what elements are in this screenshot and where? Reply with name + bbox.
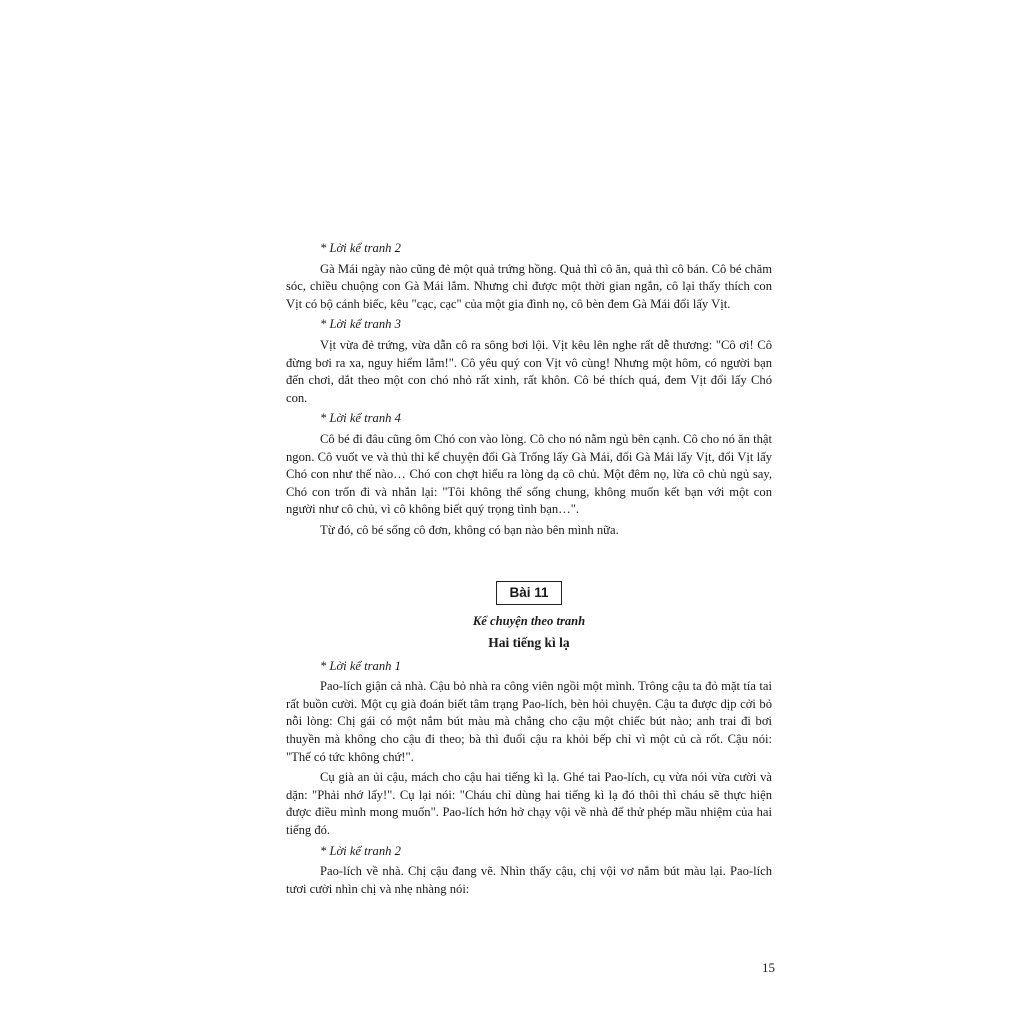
paragraph: Từ đó, cô bé sống cô đơn, không có bạn nào bên mình nữa. bbox=[320, 522, 619, 537]
picture-caption-1: * Lời kể tranh 1 bbox=[320, 658, 401, 673]
paragraph: Cô bé đi đâu cũng ôm Chó con vào lòng. Cô cho nó nằm ngủ bên cạnh. Cô cho nó ăn thật ngon. Cô vuốt ve và thủ thỉ kể chuyện đổi Gà Trống lấy Gà Mái, đổi Gà Mái lấy Vịt, đổi Vịt lấy Chó con như thế nào… Chó con chợt hiểu ra lòng dạ cô chủ. Một đêm nọ, lừa cô chủ ngủ say, Chó con trốn đi và nhắn lại: "Tôi không thể sống chung, không muốn kết bạn với một con người như cô chủ, vì cô không biết quý trọng tình bạn…". bbox=[286, 431, 772, 517]
picture-caption-2b: * Lời kể tranh 2 bbox=[320, 843, 401, 858]
paragraph: Pao-lích về nhà. Chị cậu đang vẽ. Nhìn thấy cậu, chị vội vơ nắm bút màu lại. Pao-lích tươi cười nhìn chị và nhẹ nhàng nói: bbox=[286, 864, 772, 896]
lesson-heading bbox=[286, 581, 772, 605]
lesson-label-box: Bài 11 bbox=[496, 581, 561, 605]
spacer bbox=[286, 543, 772, 581]
page-number: 15 bbox=[762, 960, 775, 975]
paragraph: Cụ già an ủi cậu, mách cho cậu hai tiếng kì lạ. Ghé tai Pao-lích, cụ vừa nói vừa cười và dặn: "Phải nhớ lấy!". Cụ lại nói: "Cháu chỉ dùng hai tiếng kì lạ đó thôi thì cháu sẽ thực hiện được điều mình mong muốn". Pao-lích hớn hở chạy vội về nhà để thử phép mầu nhiệm của hai tiếng đó. bbox=[286, 770, 772, 838]
story-title: Hai tiếng kì lạ bbox=[488, 635, 570, 651]
picture-caption-2: * Lời kể tranh 2 bbox=[320, 241, 401, 255]
text-column bbox=[286, 240, 772, 901]
paragraph: Gà Mái ngày nào cũng đẻ một quả trứng hồng. Quả thì cô ăn, quả thì cô bán. Cô bé chăm sóc, chiều chuộng con Gà Mái lắm. Nhưng chỉ được một thời gian ngắn, cô lại thấy thích con Vịt có bộ cánh biếc, kêu "cạc, cạc" của một gia đình nọ, cô bèn đem Gà Mái đổi lấy Vịt. bbox=[286, 261, 772, 311]
paragraph: Pao-lích giận cả nhà. Cậu bỏ nhà ra công viên ngồi một mình. Trông cậu ta đỏ mặt tía tai rất buồn cười. Một cụ già đoán biết tâm trạng Pao-lích, bèn hỏi chuyện. Cậu ta được dịp cởi bỏ nỗi lòng: Chị gái có một nắm bút màu mà chẳng cho cậu một chiếc bút nào; anh trai đi bơi thuyền mà không cho cậu đi theo; bà thì đuổi cậu ra khỏi bếp chỉ vì một củ cà rốt. Cậu nói: "Thế có tức không chứ!". bbox=[286, 679, 772, 764]
picture-caption-3: * Lời kể tranh 3 bbox=[320, 317, 401, 332]
paragraph: Vịt vừa đẻ trứng, vừa dẫn cô ra sông bơi lội. Vịt kêu lên nghe rất dễ thương: "Cô ơi! Cô đừng bơi ra xa, nguy hiểm lắm!". Cô yêu quý con Vịt vô cùng! Nhưng một hôm, có người bạn đến chơi, dắt theo một con chó nhỏ rất xinh, rất khôn. Cô bé thích quá, đem Vịt đổi lấy Chó con. bbox=[286, 337, 772, 405]
picture-caption-4: * Lời kể tranh 4 bbox=[320, 411, 401, 426]
lesson-subtitle: Kể chuyện theo tranh bbox=[472, 613, 586, 628]
